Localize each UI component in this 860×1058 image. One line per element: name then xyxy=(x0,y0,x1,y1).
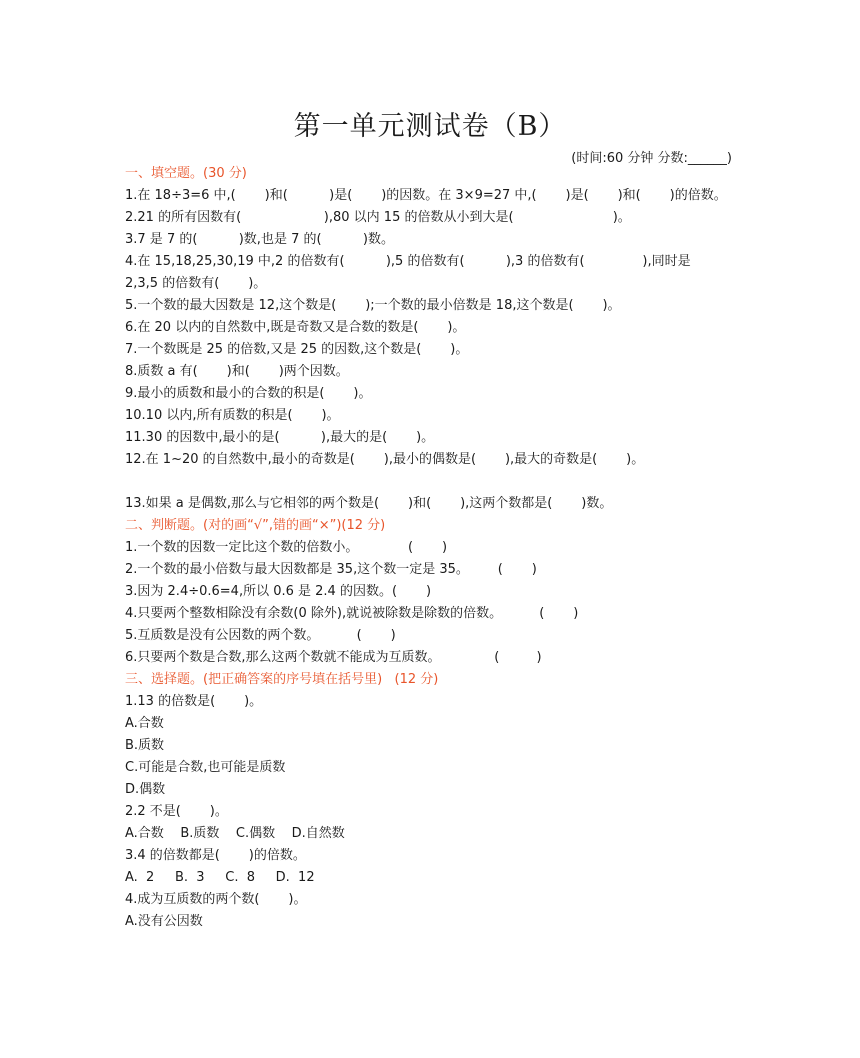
question-line: 2,3,5 的倍数有( )。 xyxy=(125,276,267,291)
question-line: A.合数 xyxy=(125,716,164,731)
question-line: 1.13 的倍数是( )。 xyxy=(125,694,263,709)
question-line: A.没有公因数 xyxy=(125,914,203,929)
question-line: 2.21 的所有因数有( ),80 以内 15 的倍数从小到大是( )。 xyxy=(125,210,631,225)
question-line: 11.30 的因数中,最小的是( ),最大的是( )。 xyxy=(125,430,435,445)
page-title: 第一单元测试卷（B） xyxy=(293,111,567,142)
question-line: 2.2 不是( )。 xyxy=(125,804,228,819)
question-line: A. 2 B. 3 C. 8 D. 12 xyxy=(125,870,315,885)
question-line: 4.在 15,18,25,30,19 中,2 的倍数有( ),5 的倍数有( ),3 的倍数有( ),同时是 xyxy=(125,254,691,269)
question-line: 3.7 是 7 的( )数,也是 7 的( )数。 xyxy=(125,232,394,247)
question-line: 6.只要两个数是合数,那么这两个数就不能成为互质数。 ( ) xyxy=(125,650,542,665)
exam-body xyxy=(125,163,775,933)
question-line: 12.在 1~20 的自然数中,最小的奇数是( ),最小的偶数是( ),最大的奇数是( )。 xyxy=(125,452,645,467)
question-line: B.质数 xyxy=(125,738,165,753)
question-line: 10.10 以内,所有质数的积是( )。 xyxy=(125,408,340,423)
question-line: 3.4 的倍数都是( )的倍数。 xyxy=(125,848,306,863)
section-heading-fill: 一、填空题。(30 分) xyxy=(125,166,247,181)
question-line: 7.一个数既是 25 的倍数,又是 25 的因数,这个数是( )。 xyxy=(125,342,469,357)
question-line: A.合数 B.质数 C.偶数 D.自然数 xyxy=(125,826,345,841)
spacer xyxy=(125,471,775,493)
question-line: 1.一个数的因数一定比这个数的倍数小。 ( ) xyxy=(125,540,448,555)
question-line: 5.一个数的最大因数是 12,这个数是( );一个数的最小倍数是 18,这个数是( )。 xyxy=(125,298,621,313)
section-heading-judge: 二、判断题。(对的画“√”,错的画“×”)(12 分) xyxy=(125,518,386,533)
question-line: 9.最小的质数和最小的合数的积是( )。 xyxy=(125,386,372,401)
question-line: D.偶数 xyxy=(125,782,166,797)
question-line: 6.在 20 以内的自然数中,既是奇数又是合数的数是( )。 xyxy=(125,320,466,335)
question-line: 1.在 18÷3=6 中,( )和( )是( )的因数。在 3×9=27 中,( )是( )和( )的倍数。 xyxy=(125,188,727,203)
question-line: C.可能是合数,也可能是质数 xyxy=(125,760,286,775)
question-line: 4.只要两个整数相除没有余数(0 除外),就说被除数是除数的倍数。 ( ) xyxy=(125,606,579,621)
question-line: 2.一个数的最小倍数与最大因数都是 35,这个数一定是 35。 ( ) xyxy=(125,562,537,577)
question-line: 4.成为互质数的两个数( )。 xyxy=(125,892,307,907)
exam-meta: (时间:60 分钟 分数:______) xyxy=(571,151,732,166)
question-line: 3.因为 2.4÷0.6=4,所以 0.6 是 2.4 的因数。( ) xyxy=(125,584,432,599)
section-heading-choice: 三、选择题。(把正确答案的序号填在括号里) (12 分) xyxy=(125,672,439,687)
question-line: 8.质数 a 有( )和( )两个因数。 xyxy=(125,364,349,379)
question-line: 5.互质数是没有公因数的两个数。 ( ) xyxy=(125,628,396,643)
question-line: 13.如果 a 是偶数,那么与它相邻的两个数是( )和( ),这两个数都是( )数。 xyxy=(125,496,613,511)
